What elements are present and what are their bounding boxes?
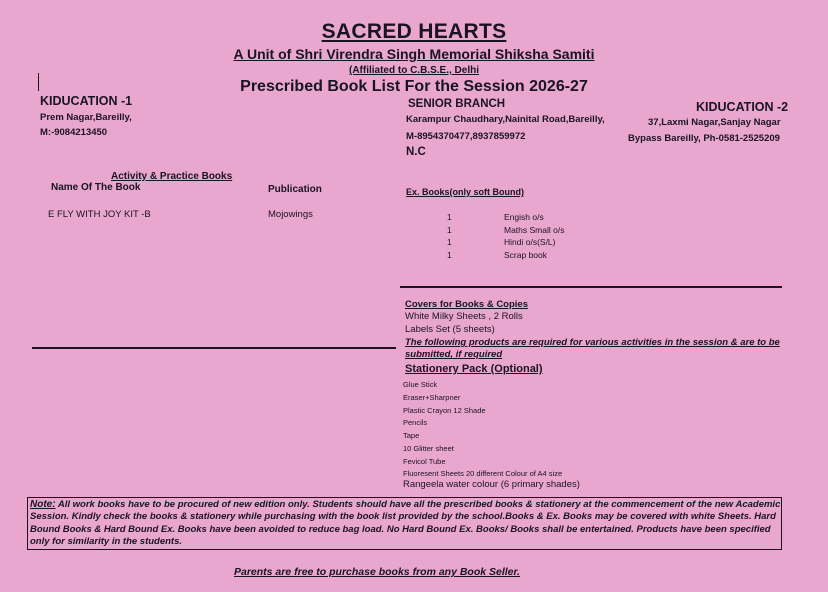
book-name-column-header: Name Of The Book (51, 182, 141, 193)
pen-mark (38, 73, 39, 91)
affiliation: (Affiliated to C.B.S.E., Delhi (348, 65, 479, 76)
stationery-item: Eraser+Sharpner (403, 393, 461, 402)
ex-books-heading: Ex. Books(only soft Bound) (406, 187, 524, 197)
ex-book-row (400, 225, 660, 237)
stationery-item: Pencils (403, 418, 428, 427)
branch-1-address: Prem Nagar,Bareilly, (40, 112, 132, 123)
ex-book-qty: 1 (447, 212, 452, 222)
covers-item: Labels Set (5 sheets) (405, 324, 495, 335)
note-text: All work books have to be procured of new edition only. Students should have all the prescribed books & stationery at the commencement of the new Academic Session. Kindly check the books & stationery while purchasing with the book list provided by the school.Books & Ex. Books may be covered with white Sheets. Hard Bound Books & Hard Bound Ex. Books have been avoided to reduce bag load. No Hard Bound Ex. Books/ Books shall be entertained. Products have been specified only for similarity in the students. (30, 499, 781, 548)
stationery-item: Plastic Crayon 12 Shade (403, 406, 486, 415)
stationery-item: Glue Stick (403, 380, 438, 389)
publication-column-header: Publication (268, 184, 322, 195)
footer-statement: Parents are free to purchase books from any Book Seller. (234, 566, 520, 578)
book-publication: Mojowings (268, 209, 313, 220)
stationery-item: Tape (403, 431, 420, 440)
class-name: N.C (406, 146, 426, 158)
note-text-block (30, 499, 782, 549)
ex-book-name: Hindi o/s(S/L) (504, 237, 556, 247)
senior-branch-phone: M-8954370477,8937859972 (406, 131, 526, 142)
covers-item: White Milky Sheets , 2 Rolls (405, 311, 523, 322)
ex-book-name: Engish o/s (504, 212, 544, 222)
stationery-item: Fluoresent Sheets 20 different Colour of A4 size (403, 469, 563, 478)
note-label: Note: (30, 499, 56, 510)
activity-books-heading: Activity & Practice Books (111, 171, 233, 182)
book-name: E FLY WITH JOY KIT -B (48, 209, 151, 220)
ex-book-qty: 1 (447, 225, 452, 235)
left-divider (32, 347, 396, 349)
branch-1-name: KIDUCATION -1 (40, 94, 133, 108)
stationery-item: 10 Glitter sheet (403, 444, 454, 453)
senior-branch-address: Karampur Chaudhary,Nainital Road,Bareilly, (406, 114, 605, 125)
section-divider (400, 286, 782, 288)
stationery-heading: Stationery Pack (Optional) (405, 363, 543, 375)
senior-branch-name: SENIOR BRANCH (408, 98, 506, 110)
branch-1-phone: M:-9084213450 (40, 127, 108, 138)
ex-book-qty: 1 (447, 250, 452, 260)
school-name: SACRED HEARTS (321, 20, 507, 43)
covers-heading: Covers for Books & Copies (405, 299, 528, 310)
branch-2-name: KIDUCATION -2 (696, 100, 789, 114)
ex-book-row (400, 250, 660, 262)
ex-book-row (400, 237, 660, 249)
ex-book-name: Scrap book (504, 250, 547, 260)
ex-book-qty: 1 (447, 237, 452, 247)
ex-book-name: Maths Small o/s (504, 225, 565, 235)
parent-society: A Unit of Shri Virendra Singh Memorial Shiksha Samiti (233, 46, 595, 62)
stationery-item: Fevicol Tube (403, 457, 446, 466)
ex-book-row (400, 212, 660, 224)
branch-2-phone: Bypass Bareilly, Ph-0581-2525209 (628, 133, 780, 144)
stationery-item: Rangeela water colour (6 primary shades) (403, 479, 580, 490)
branch-2-address: 37,Laxmi Nagar,Sanjay Nagar (648, 117, 781, 128)
required-products-note: The following products are required for various activities in the session & are to be submitted, if required (405, 337, 780, 360)
session-title: Prescribed Book List For the Session 2026-27 (240, 78, 588, 95)
